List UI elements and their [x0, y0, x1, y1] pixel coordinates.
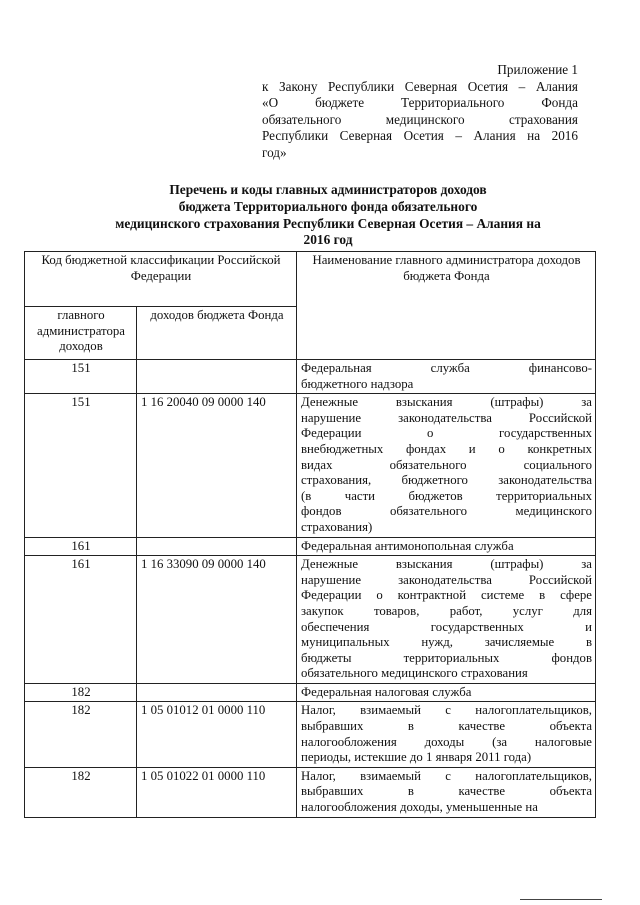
administrator-name-line: Федеральная служба финансово- — [301, 361, 592, 375]
administrator-name-line: нарушение законодательства Российской — [301, 410, 592, 425]
administrator-name-line: бюджетного надзора — [301, 376, 414, 391]
administrator-name-cell — [297, 394, 596, 537]
administrator-name-line: муниципальных нужд, зачисляемые в — [301, 635, 592, 650]
administrator-name-cell — [297, 360, 596, 394]
header-fund-income: доходов бюджета Фонда — [137, 307, 297, 360]
income-code-cell: 1 16 33090 09 0000 140 — [137, 556, 297, 684]
administrator-name-cell — [297, 767, 596, 817]
income-code-cell — [137, 537, 297, 556]
income-code-cell: 1 16 20040 09 0000 140 — [137, 394, 297, 537]
document-title-line: бюджета Территориального фонда обязательного — [178, 198, 478, 214]
admin-code-cell: 151 — [25, 394, 137, 537]
appendix-note — [262, 62, 578, 162]
administrator-name-cell — [297, 537, 596, 556]
admin-code-cell: 161 — [25, 537, 137, 556]
income-code-cell — [137, 360, 297, 394]
appendix-line: обязательного медицинского страхования — [262, 111, 578, 127]
document-title-line: Перечень и коды главных администраторов доходов — [169, 182, 487, 197]
administrator-name-line: (в части бюджетов территориальных — [301, 488, 592, 503]
appendix-title: Приложение 1 — [497, 62, 578, 77]
admin-code-cell: 161 — [25, 556, 137, 684]
document-title-line: 2016 год — [303, 232, 353, 248]
administrator-name-line: видах обязательного социального — [301, 457, 592, 472]
income-code-cell: 1 05 01012 01 0000 110 — [137, 702, 297, 767]
administrator-name-line: нарушение законодательства Российской — [301, 572, 592, 587]
administrator-name-line: обязательного медицинского страхования — [301, 666, 528, 681]
footer-rule — [520, 899, 602, 900]
administrator-name-line: Налог, взимаемый с налогоплательщиков, — [301, 768, 592, 783]
admin-code-cell: 151 — [25, 360, 137, 394]
table-header-row — [25, 252, 596, 307]
administrator-name-line: Федерации о контрактной системе в сфере — [301, 588, 592, 603]
administrator-name-line: выбравших в качестве объекта — [301, 784, 592, 799]
admin-code-cell: 182 — [25, 702, 137, 767]
income-code-cell — [137, 683, 297, 702]
administrator-name-line: обеспечения государственных и — [301, 619, 592, 634]
appendix-line: год» — [262, 144, 287, 160]
administrator-name-line: Федерации о государственных — [301, 426, 592, 441]
administrators-table — [24, 251, 596, 818]
administrator-name-line: бюджеты территориальных фондов — [301, 650, 592, 665]
administrator-name-cell — [297, 683, 596, 702]
administrator-name-line: периоды, истекшие до 1 января 2011 года) — [301, 750, 532, 765]
table-row — [25, 556, 596, 684]
table-row — [25, 767, 596, 817]
administrator-name-line: Федеральная налоговая служба — [301, 684, 472, 699]
administrator-name-line: Денежные взыскания (штрафы) за — [301, 395, 592, 410]
appendix-line: «О бюджете Территориального Фонда — [262, 95, 578, 111]
header-budget-classification: Код бюджетной классификации Российской Федерации — [25, 252, 297, 307]
table-row — [25, 702, 596, 767]
income-code-cell: 1 05 01022 01 0000 110 — [137, 767, 297, 817]
administrator-name-cell — [297, 702, 596, 767]
administrator-name-line: Денежные взыскания (штрафы) за — [301, 557, 592, 572]
admin-code-cell: 182 — [25, 767, 137, 817]
table-body — [25, 360, 596, 818]
administrator-name-line: налогообложения доходы (за налоговые — [301, 734, 592, 749]
admin-code-cell: 182 — [25, 683, 137, 702]
administrator-name-line: закупок товаров, работ, услуг для — [301, 603, 592, 618]
administrator-name-cell — [297, 556, 596, 684]
table-row — [25, 360, 596, 394]
administrator-name-line: Федеральная антимонопольная служба — [301, 538, 514, 553]
administrator-name-line: страхования) — [301, 519, 373, 534]
administrator-name-line: Налог, взимаемый с налогоплательщиков, — [301, 703, 592, 718]
table-row — [25, 394, 596, 537]
document-title-line: медицинского страхования Республики Северная Осетия – Алания на — [115, 215, 541, 231]
table-row — [25, 683, 596, 702]
administrator-name-line: страхования, бюджетного законодательства — [301, 473, 592, 488]
table-row — [25, 537, 596, 556]
appendix-line: к Закону Республики Северная Осетия – Алания — [262, 78, 578, 94]
administrator-name-line: внебюджетных фондах и о конкретных — [301, 441, 592, 456]
document-title — [60, 182, 596, 249]
header-main-administrator: главного администратора доходов — [25, 307, 137, 360]
administrator-name-line: выбравших в качестве объекта — [301, 719, 592, 734]
administrator-name-line: фондов обязательного медицинского — [301, 504, 592, 519]
header-administrator-name: Наименование главного администратора доходов бюджета Фонда — [297, 252, 596, 360]
appendix-line: Республики Северная Осетия – Алания на 2016 — [262, 128, 578, 144]
administrator-name-line: налогообложения доходы, уменьшенные на — [301, 800, 538, 815]
